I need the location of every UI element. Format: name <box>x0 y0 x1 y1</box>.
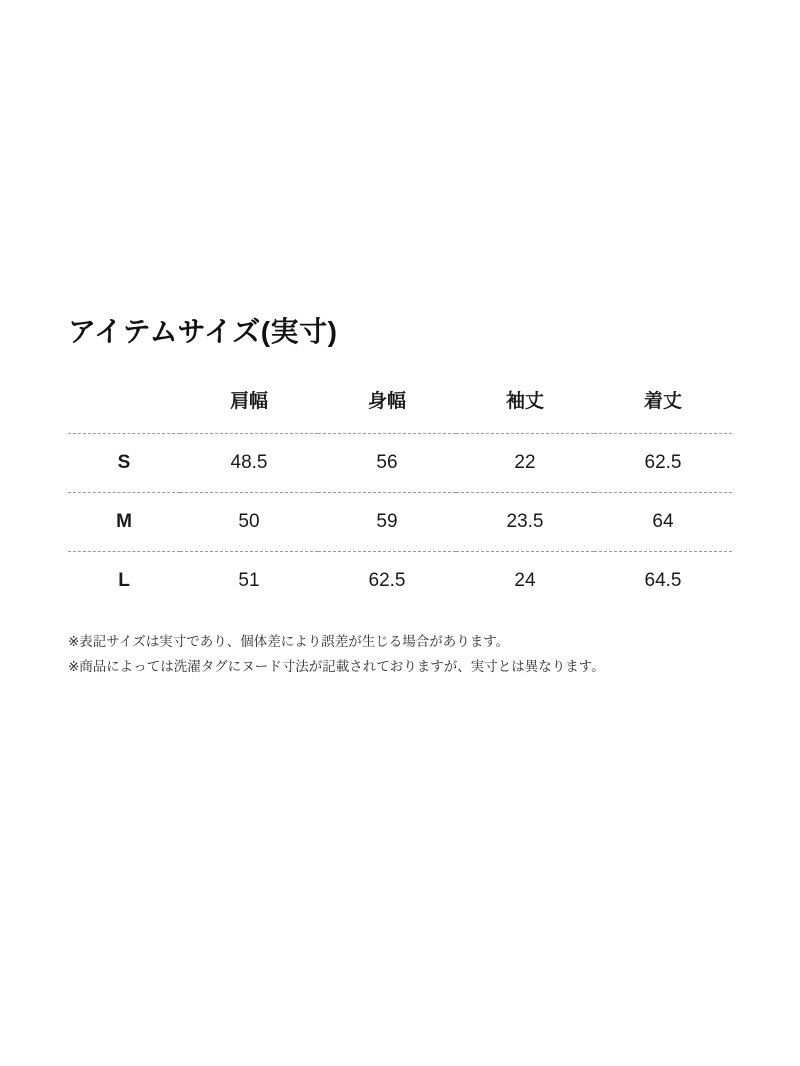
cell-s-length: 62.5 <box>644 451 682 473</box>
cell-m-length: 64 <box>652 510 674 532</box>
cell-l-sleeve: 24 <box>514 569 536 591</box>
column-header-size <box>68 377 180 434</box>
size-note-2: ※商品によっては洗濯タグにヌード寸法が記載されておりますが、実寸とは異なります。 <box>68 658 605 674</box>
table-row <box>68 433 732 492</box>
column-header-chest: 身幅 <box>367 391 406 413</box>
item-size-section <box>68 315 732 680</box>
table-row <box>68 551 732 610</box>
cell-s-shoulder: 48.5 <box>230 451 268 473</box>
row-label-l: L <box>118 569 130 591</box>
column-header-sleeve: 袖丈 <box>505 391 544 413</box>
column-header-length: 着丈 <box>643 391 682 413</box>
cell-m-shoulder: 50 <box>238 510 260 532</box>
row-label-s: S <box>117 451 131 473</box>
cell-l-chest: 62.5 <box>368 569 406 591</box>
column-header-shoulder: 肩幅 <box>229 391 268 413</box>
table-row <box>68 492 732 551</box>
cell-l-length: 64.5 <box>644 569 682 591</box>
size-table-body <box>68 433 732 610</box>
size-note-1: ※表記サイズは実寸であり、個体差により誤差が生じる場合があります。 <box>68 633 510 649</box>
size-notes <box>68 630 728 680</box>
cell-l-shoulder: 51 <box>238 569 260 591</box>
cell-m-sleeve: 23.5 <box>506 510 544 532</box>
table-header-row <box>68 377 732 434</box>
cell-s-chest: 56 <box>376 451 398 473</box>
cell-s-sleeve: 22 <box>514 451 536 473</box>
size-table <box>68 377 732 610</box>
cell-m-chest: 59 <box>376 510 398 532</box>
size-table-head <box>68 377 732 434</box>
page-title: アイテムサイズ(実寸) <box>68 316 338 347</box>
row-label-m: M <box>116 510 132 532</box>
